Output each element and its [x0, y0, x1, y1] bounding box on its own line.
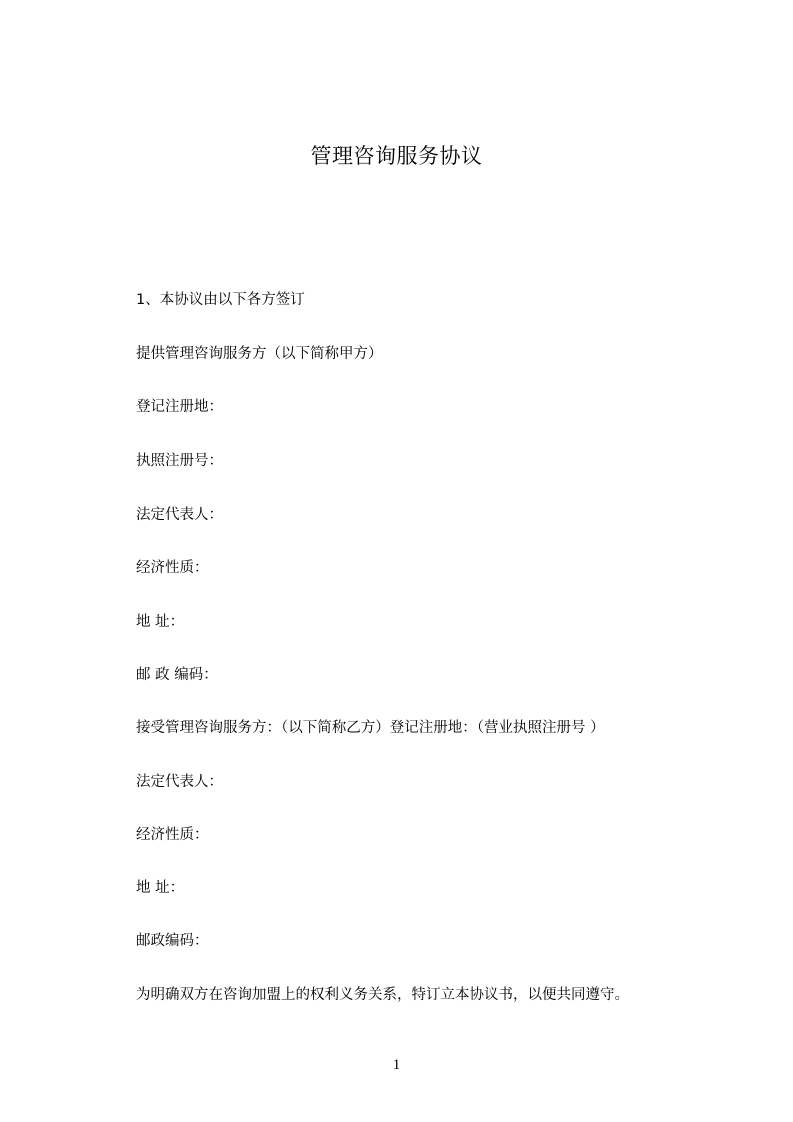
clause-parties-intro: 1、本协议由以下各方签订 — [136, 292, 305, 308]
party-b-postal-code: 邮政编码： — [136, 933, 209, 949]
party-b-address: 地 址： — [136, 880, 185, 896]
agreement-purpose-statement: 为明确双方在咨询加盟上的权利义务关系，特订立本协议书，以便共同遵守。 — [136, 987, 629, 1003]
page-number: 1 — [392, 1057, 401, 1073]
party-a-registration-place: 登记注册地： — [136, 399, 223, 415]
party-a-heading: 提供管理咨询服务方（以下简称甲方） — [136, 346, 383, 362]
document-title: 管理咨询服务协议 — [310, 144, 483, 168]
party-b-heading: 接受管理咨询服务方：（以下简称乙方）登记注册地：（营业执照注册号 ） — [136, 720, 605, 736]
party-a-address: 地 址： — [136, 614, 185, 630]
party-a-postal-code: 邮 政 编码： — [136, 667, 218, 683]
party-a-legal-representative: 法定代表人： — [136, 507, 223, 523]
party-a-economic-nature: 经济性质： — [136, 560, 209, 576]
party-b-economic-nature: 经济性质： — [136, 827, 209, 843]
party-a-license-number: 执照注册号： — [136, 453, 223, 469]
party-b-legal-representative: 法定代表人： — [136, 774, 223, 790]
